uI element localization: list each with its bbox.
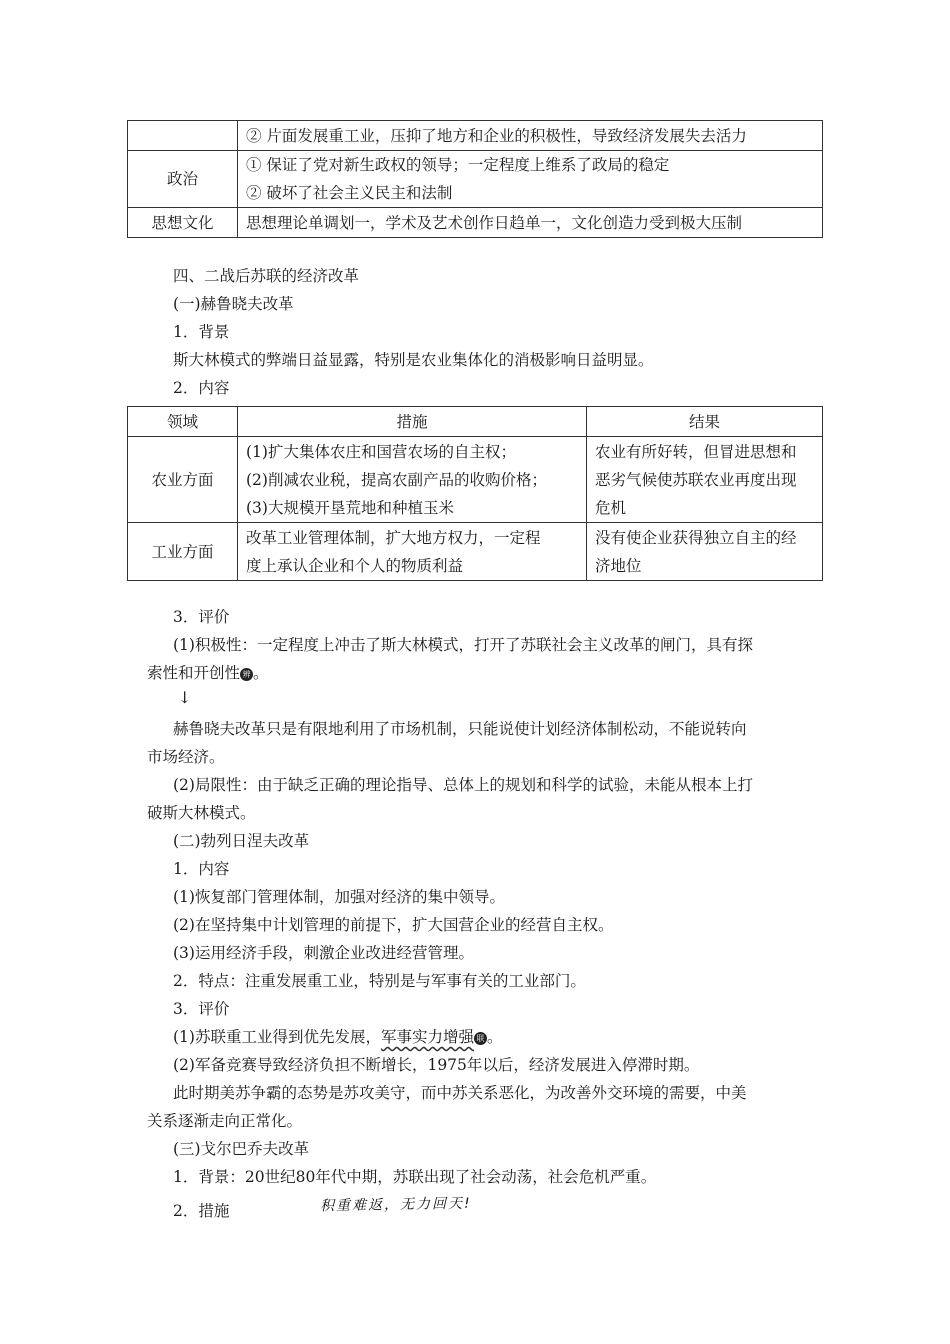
label-measures: 2．措施: [173, 1202, 230, 1220]
row-label: 思想文化: [128, 208, 238, 238]
note-line2: 关系逐渐走向正常化。: [147, 1112, 303, 1130]
table-political-culture: [127, 120, 823, 238]
field-industry: 工业方面: [128, 523, 238, 581]
eval-positive-line1: (1)积极性：一定程度上冲击了斯大林模式，打开了苏联社会主义改革的闸门，具有探: [173, 636, 753, 654]
table-row: [128, 208, 823, 238]
eval-period: 。: [486, 1028, 503, 1046]
label-content: 1．内容: [173, 860, 230, 878]
measure-line: 度上承认企业和个人的物质利益: [246, 556, 464, 575]
result-line: 危机: [595, 498, 627, 517]
content-item: (1)恢复部门管理体制，加强对经济的集中领导。: [173, 888, 505, 906]
row-text: ② 片面发展重工业，压抑了地方和企业的积极性，导致经济发展失去活力: [238, 121, 823, 151]
row-label: 政治: [128, 151, 238, 208]
eval-emphasis: 军事实力增强: [380, 1028, 474, 1046]
header-result: 结果: [587, 407, 823, 437]
label-evaluation: 3．评价: [173, 608, 230, 626]
subsection-title: (一)赫鲁晓夫改革: [173, 295, 294, 313]
row-line: ① 保证了党对新生政权的领导；一定程度上维系了政局的稳定: [246, 156, 670, 174]
note-line1: 赫鲁晓夫改革只是有限地利用了市场机制，只能说使计划经济体制松动，不能说转向: [173, 720, 747, 738]
background-text: 1．背景：20世纪80年代中期，苏联出现了社会动荡，社会危机严重。: [173, 1168, 657, 1186]
content-item: (3)运用经济手段，刺激企业改进经营管理。: [173, 944, 474, 962]
header-measures: 措施: [238, 407, 587, 437]
row-label: [128, 121, 238, 151]
measure-line: 改革工业管理体制，扩大地方权力，一定程: [246, 528, 541, 547]
table-header-row: [128, 407, 823, 437]
field-agriculture: 农业方面: [128, 437, 238, 523]
result-line: 农业有所好转，但冒进思想和: [595, 442, 797, 461]
handwritten-note: 积重难返，无力回天!: [319, 1195, 472, 1215]
header-field: 领域: [128, 407, 238, 437]
eval-item: [173, 1023, 823, 1051]
result-line: 没有使企业获得独立自主的经: [595, 528, 797, 547]
row-text: [238, 151, 823, 208]
annotation-mark-icon: 联: [474, 1032, 487, 1045]
result-line: 济地位: [595, 556, 642, 575]
eval-positive-line2: 索性和开创性 辨 。: [147, 664, 269, 682]
down-arrow-icon: ↓: [178, 688, 192, 707]
note-line2: 市场经济。: [147, 748, 225, 766]
measures-cell: [238, 523, 587, 581]
eval-limit-line2: 破斯大林模式。: [147, 804, 256, 822]
measure-line: (1)扩大集体农庄和国营农场的自主权；: [246, 442, 516, 461]
measure-line: (3)大规模开垦荒地和种植玉米: [246, 498, 454, 517]
table-row: [128, 151, 823, 208]
table-row: [128, 523, 823, 581]
eval-text: (1)苏联重工业得到优先发展，: [173, 1028, 381, 1046]
table-khrushchev-reform: [127, 406, 823, 581]
measure-line: (2)削减农业税，提高农副产品的收购价格；: [246, 470, 547, 489]
content-item: (2)在坚持集中计划管理的前提下，扩大国营企业的经营自主权。: [173, 916, 614, 934]
eval-item: (2)军备竞赛导致经济负担不断增长，1975年以后，经济发展进入停滞时期。: [173, 1056, 700, 1074]
eval-limit-line1: (2)局限性：由于缺乏正确的理论指导、总体上的规划和科学的试验，未能从根本上打: [173, 776, 753, 794]
feature-text: 2．特点：注重发展重工业，特别是与军事有关的工业部门。: [173, 972, 586, 990]
label-content: 2．内容: [173, 379, 230, 397]
table-row: [128, 121, 823, 151]
section-title: 四、二战后苏联的经济改革: [173, 267, 360, 285]
row-text: 思想理论单调划一，学术及艺术创作日趋单一，文化创造力受到极大压制: [238, 208, 823, 238]
label-background: 1．背景: [173, 323, 230, 341]
subsection-title: (三)戈尔巴乔夫改革: [173, 1140, 310, 1158]
row-line: ② 破坏了社会主义民主和法制: [246, 184, 453, 202]
subsection-title: (二)勃列日涅夫改革: [173, 832, 310, 850]
annotation-mark-icon: 辨: [240, 668, 253, 681]
background-text: 斯大林模式的弊端日益显露，特别是农业集体化的消极影响日益明显。: [173, 351, 654, 369]
label-evaluation: 3．评价: [173, 1000, 230, 1018]
note-line1: 此时期美苏争霸的态势是苏攻美守，而中苏关系恶化，为改善外交环境的需要，中美: [173, 1084, 747, 1102]
result-line: 恶劣气候使苏联农业再度出现: [595, 470, 797, 489]
table-row: [128, 437, 823, 523]
result-cell: [587, 523, 823, 581]
measures-cell: [238, 437, 587, 523]
result-cell: [587, 437, 823, 523]
eval-positive-text: 索性和开创性: [147, 664, 241, 682]
